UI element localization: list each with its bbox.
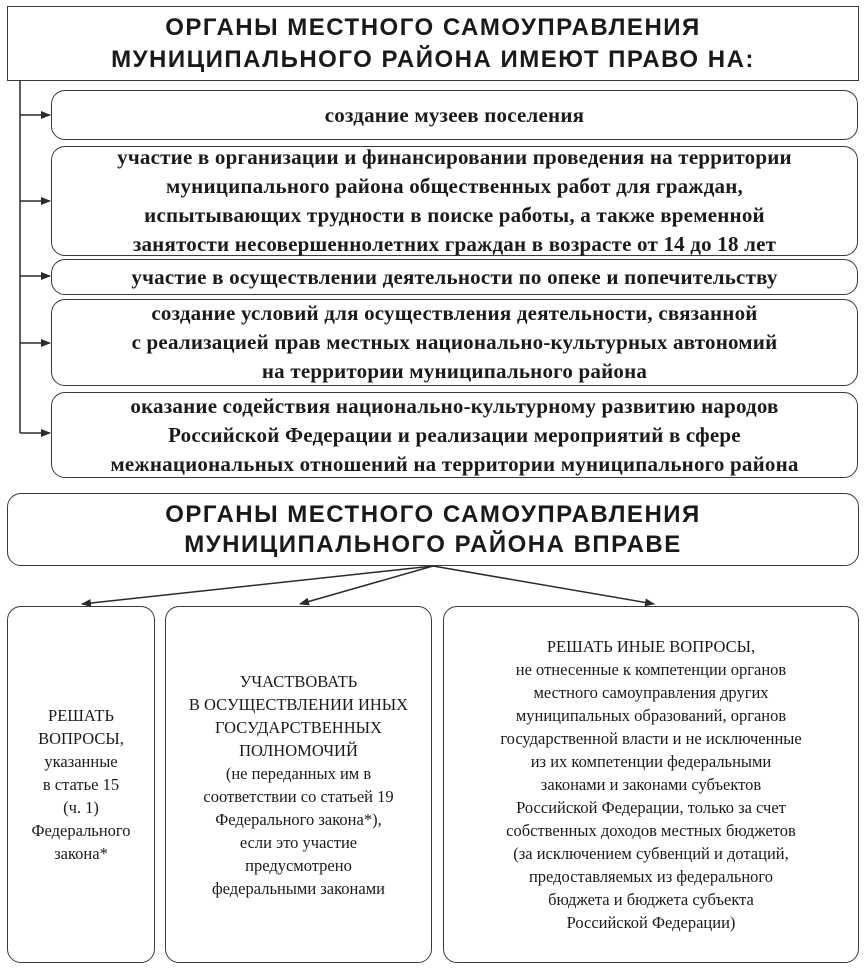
right-item-text: создание музеев поселения [324,102,585,127]
second-header-title: ОРГАНЫ МЕСТНОГО САМОУПРАВЛЕНИЯ МУНИЦИПАЛЬНОГО РАЙОНА ВПРАВЕ [165,500,701,558]
top-header-title: ОРГАНЫ МЕСТНОГО САМОУПРАВЛЕНИЯ МУНИЦИПАЛЬНОГО РАЙОНА ИМЕЮТ ПРАВО НА: [111,13,755,73]
arrow-to-col-2 [300,566,433,604]
right-item-text: участие в организации и финансировании проведения на территории муниципального района общественных работ для граждан, испытывающих трудности в поиске работы, а также временной занятости несовершеннолетних граждан в возрасте от 14 до 18 лет [117,145,792,256]
right-item-museums [51,90,858,140]
column-box-article-15 [7,606,155,963]
right-item-text: оказание содействия национально-культурному развитию народов Российской Федерации и реализации мероприятий в сфере межнациональных отношений на территории муниципального района [110,393,799,476]
arrow-to-col-1 [82,566,433,604]
column-box-other-questions [443,606,859,963]
column-text: РЕШАТЬ ВОПРОСЫ, указанные в статье 15 (ч. 1) Федерального закона* [31,706,131,863]
right-item-public-works [51,146,858,256]
column-box-state-powers [165,606,432,963]
right-item-text: создание условий для осуществления деятельности, связанной с реализацией прав местных национально-культурных автономий на территории муниципального района [131,301,778,383]
column-text: РЕШАТЬ ИНЫЕ ВОПРОСЫ, не отнесенные к компетенции органов местного самоуправления других муниципальных образований, органов государственной власти и не исключенные из их компетенции федеральными законами и законами субъектов Российской Федерации, только за счет собственных доходов местных бюджетов (за исключением субвенций и дотаций, предоставляемых из федерального бюджета и бюджета субъекта Российской Федерации) [500,637,802,932]
arrow-to-col-3 [433,566,654,604]
right-item-national-autonomies [51,299,858,386]
column-text: УЧАСТВОВАТЬ В ОСУЩЕСТВЛЕНИИ ИНЫХ ГОСУДАРСТВЕННЫХ ПОЛНОМОЧИЙ (не переданных им в соответствии со статьей 19 Федерального закона*), если это участие предусмотрено федеральными законами [188,671,409,898]
right-item-guardianship [51,259,858,295]
right-item-cultural-development [51,392,858,478]
right-item-text: участие в осуществлении деятельности по опеке и попечительству [131,264,778,289]
second-header-box [7,493,859,566]
top-header-box [7,6,859,81]
